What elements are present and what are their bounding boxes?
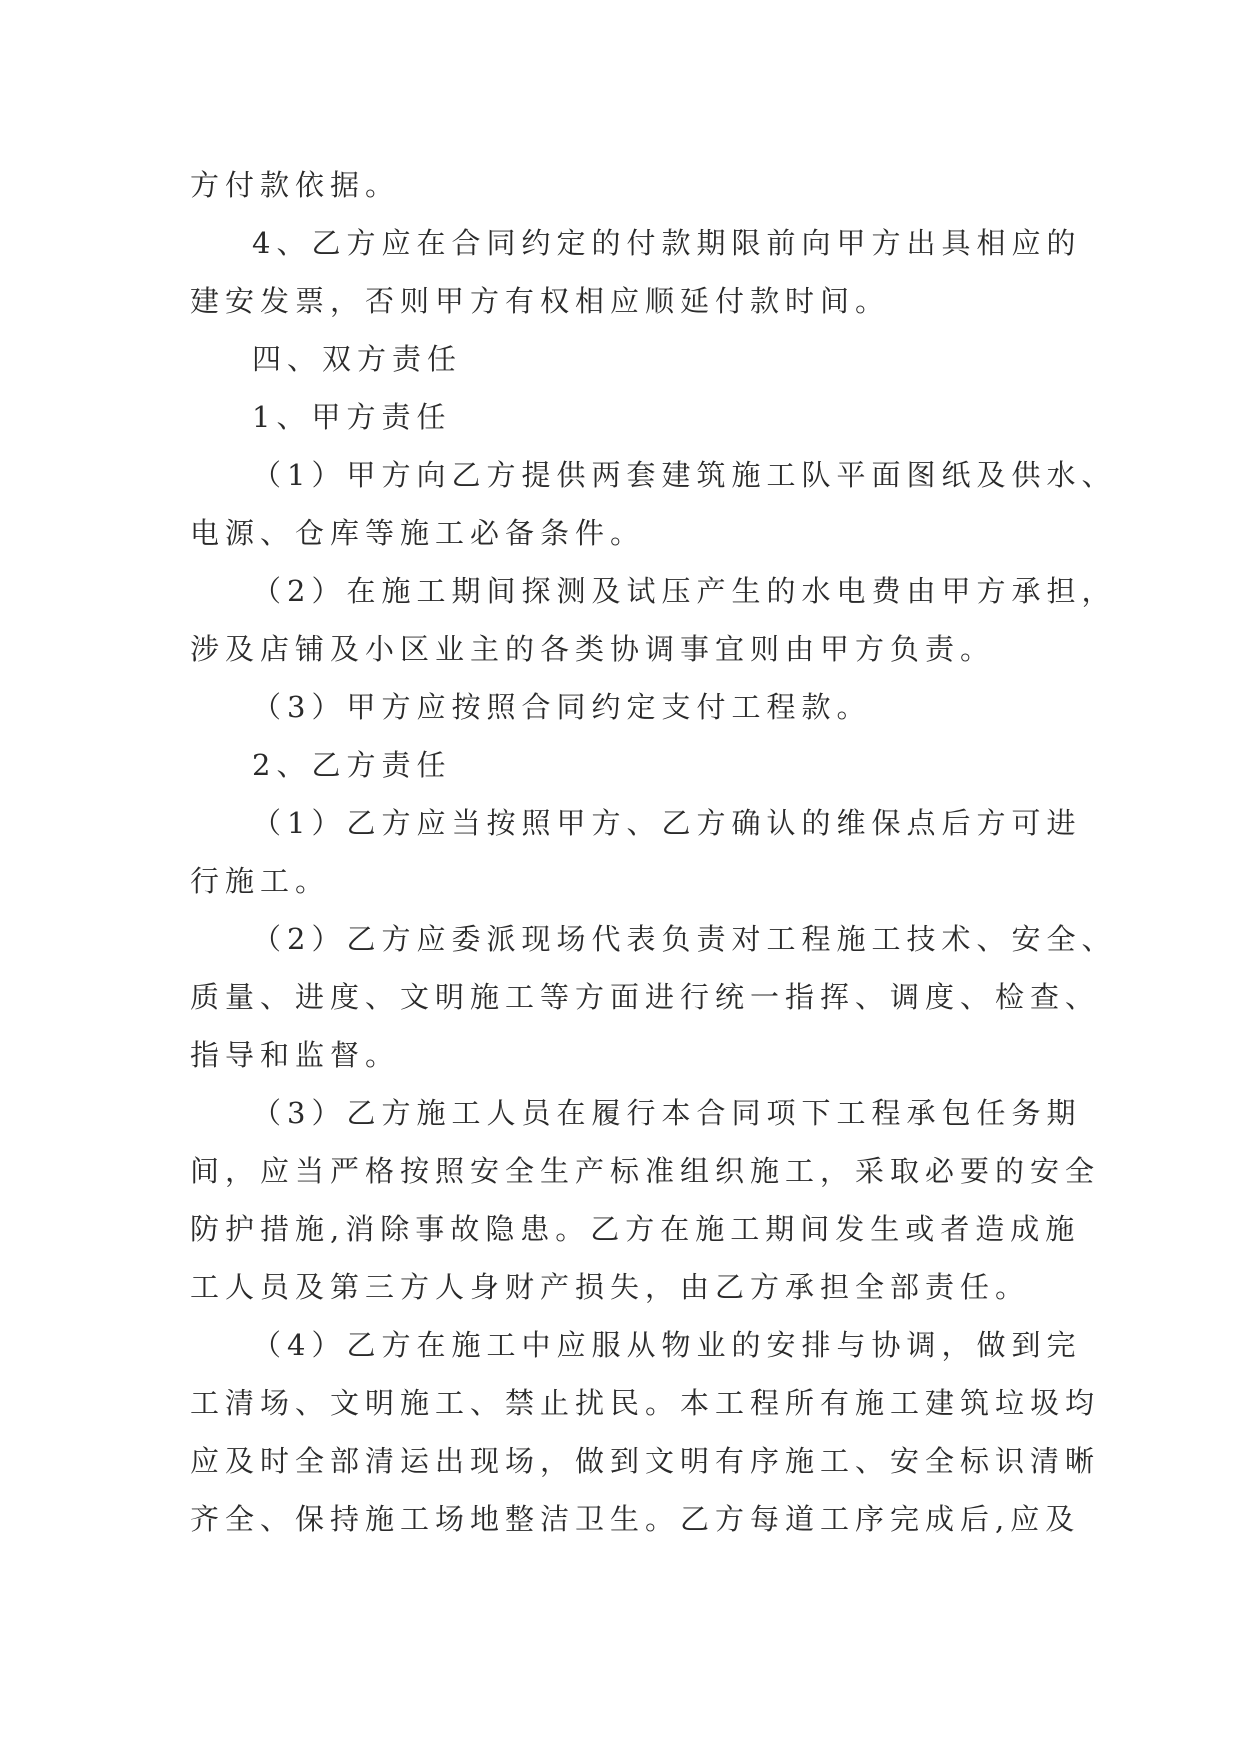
document-body: [190, 156, 1117, 1548]
text-line: 齐全、保持施工场地整洁卫生。乙方每道工序完成后,应及: [190, 1502, 1081, 1536]
text-line: 建安发票，否则甲方有权相应顺延付款时间。: [190, 284, 891, 318]
text-line: （1）乙方应当按照甲方、乙方确认的维保点后方可进: [252, 806, 1082, 840]
text-line: 工人员及第三方人身财产损失，由乙方承担全部责任。: [190, 1270, 1031, 1304]
text-line: 方付款依据。: [190, 168, 401, 202]
text-line: （1）甲方向乙方提供两套建筑施工队平面图纸及供水、: [252, 458, 1117, 492]
text-line: 间，应当严格按照安全生产标准组织施工，采取必要的安全: [190, 1154, 1101, 1188]
text-line: 指导和监督。: [190, 1038, 401, 1072]
text-line: 工清场、文明施工、禁止扰民。本工程所有施工建筑垃圾均: [190, 1386, 1101, 1420]
text-line: 防护措施,消除事故隐患。乙方在施工期间发生或者造成施: [190, 1212, 1081, 1246]
text-line: 应及时全部清运出现场，做到文明有序施工、安全标识清晰: [190, 1444, 1101, 1478]
text-line: （4）乙方在施工中应服从物业的安排与协调，做到完: [252, 1328, 1082, 1362]
text-line: （3）乙方施工人员在履行本合同项下工程承包任务期: [252, 1096, 1082, 1130]
subsection-heading: 1、甲方责任: [252, 400, 452, 434]
text-line: 电源、仓库等施工必备条件。: [190, 516, 646, 550]
text-line: 4、乙方应在合同约定的付款期限前向甲方出具相应的: [252, 226, 1082, 260]
section-heading: 四、双方责任: [252, 342, 463, 376]
text-line: 质量、进度、文明施工等方面进行统一指挥、调度、检查、: [190, 980, 1101, 1014]
text-line: 涉及店铺及小区业主的各类协调事宜则由甲方负责。: [190, 632, 996, 666]
text-line: （2）在施工期间探测及试压产生的水电费由甲方承担，: [252, 574, 1117, 608]
text-line: （3）甲方应按照合同约定支付工程款。: [252, 690, 872, 724]
subsection-heading: 2、乙方责任: [252, 748, 452, 782]
text-line: （2）乙方应委派现场代表负责对工程施工技术、安全、: [252, 922, 1117, 956]
text-line: 行施工。: [190, 864, 331, 898]
